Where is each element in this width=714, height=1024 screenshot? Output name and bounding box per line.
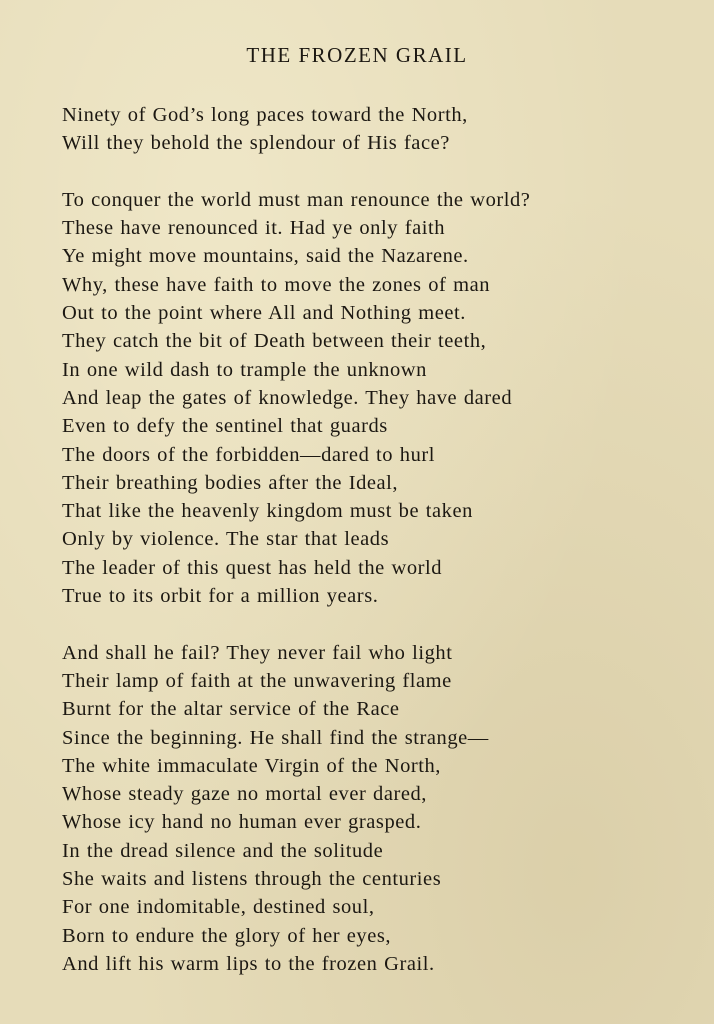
stanza-3 — [62, 639, 702, 979]
poem-line: Only by violence. The star that leads — [62, 528, 390, 551]
poem-line: Since the beginning. He shall find the strange— — [62, 726, 489, 749]
stanza-1 — [62, 101, 702, 158]
poem-line: Their breathing bodies after the Ideal, — [62, 471, 399, 494]
poem-line: These have renounced it. Had ye only faith — [62, 217, 446, 240]
poem-line: Born to endure the glory of her eyes, — [62, 924, 392, 947]
poem-line: The leader of this quest has held the world — [62, 556, 443, 579]
poem-line: For one indomitable, destined soul, — [62, 896, 375, 919]
poem-line: The white immaculate Virgin of the North, — [62, 754, 441, 777]
poem-line: Ninety of God’s long paces toward the North, — [62, 104, 468, 126]
poem-line: In the dread silence and the solitude — [62, 839, 384, 862]
poem-line: Burnt for the altar service of the Race — [62, 698, 400, 721]
poem-line: Why, these have faith to move the zones of man — [62, 273, 491, 296]
poem-line: To conquer the world must man renounce the world? — [62, 188, 531, 211]
page-title: THE FROZEN GRAIL — [246, 43, 468, 67]
poem-line: She waits and listens through the centuries — [62, 868, 442, 891]
poem-line: Whose icy hand no human ever grasped. — [62, 811, 422, 834]
poem-line: That like the heavenly kingdom must be taken — [62, 500, 473, 523]
poem-line: Will they behold the splendour of His face? — [62, 132, 450, 155]
poem-line: And lift his warm lips to the frozen Grail. — [62, 952, 435, 975]
poem-line: And leap the gates of knowledge. They have dared — [62, 386, 513, 409]
poem-line: They catch the bit of Death between their teeth, — [62, 330, 487, 353]
poem-line: Out to the point where All and Nothing meet. — [62, 302, 466, 325]
poem-line: True to its orbit for a million years. — [62, 585, 379, 608]
poem-line: And shall he fail? They never fail who light — [62, 641, 453, 664]
poem-line: Whose steady gaze no mortal ever dared, — [62, 783, 427, 806]
poem-line: Even to defy the sentinel that guards — [62, 415, 388, 438]
poem-line: The doors of the forbidden—dared to hurl — [62, 443, 435, 466]
poem-line: Their lamp of faith at the unwavering flame — [62, 669, 452, 692]
stanza-2 — [62, 186, 702, 610]
poem-body — [62, 101, 702, 1007]
poem-line: Ye might move mountains, said the Nazarene. — [62, 245, 469, 268]
poem-line: In one wild dash to trample the unknown — [62, 358, 427, 381]
